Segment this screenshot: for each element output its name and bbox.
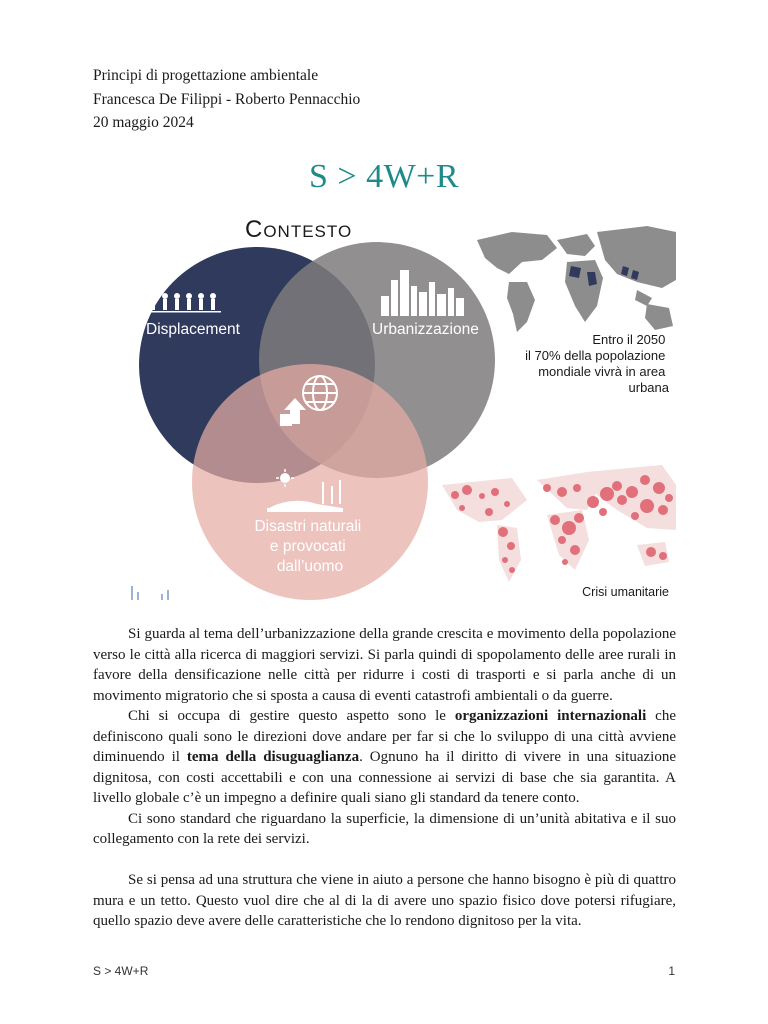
date: 20 maggio 2024	[93, 114, 194, 131]
crisis-map	[442, 465, 676, 582]
course-title: Principi di progettazione ambientale	[93, 67, 319, 84]
urban-stat-line-2: il 70% della popolazione	[525, 348, 666, 363]
paragraph-2-text-e: . Ognuno ha il diritto di vivere in una situazione dignitosa, con costi accettabili e con una connessione ai servizi di base che sia garantita. A livello globale c’è un impegno a definire quali siano gli standard da tenere conto.	[93, 749, 676, 806]
emphasis-international-organizations: organizzazioni internazionali	[454, 708, 647, 724]
disasters-label-line-2: e provocati	[269, 538, 346, 555]
body-text	[93, 624, 676, 932]
paragraph-2-text-a: Chi si occupa di gestire questo aspetto sono le	[128, 708, 455, 724]
world-map-top	[477, 226, 676, 332]
paragraph-1: Si guarda al tema dell’urbanizzazione della grande crescita e movimento della popolazione verso le città alla ricerca di maggiori servizi. Si parla quindi di spopolamento delle aree rurali in favore della densificazione nelle città per ridurre i costi di trasporti e si parla anche di un movimento migratorio che si sposta a causa di eventi catastrofi ambientali o da guerre.	[93, 626, 676, 704]
paragraph-3: Ci sono standard che riguardano la superficie, la dimensione di un’unità abitativa e il suo collegamento con la rete dei servizi.	[93, 810, 676, 847]
context-infographic	[117, 210, 676, 600]
crisis-caption: Crisi umanitarie	[582, 585, 669, 599]
displacement-label: Displacement	[146, 321, 240, 338]
authors: Francesca De Filippi - Roberto Pennacchio	[93, 90, 361, 108]
infographic-svg	[117, 210, 676, 600]
emphasis-inequality: tema della disuguaglianza	[186, 749, 360, 765]
disasters-label-line-1: Disastri naturali	[254, 518, 362, 535]
footer-label: S > 4W+R	[93, 964, 149, 978]
mini-bars-decoration	[131, 586, 169, 600]
page-number: 1	[668, 964, 675, 978]
urban-stat-line-4: urbana	[628, 380, 669, 395]
urban-stat-line-1: Entro il 2050	[592, 332, 666, 347]
urban-stat-caption	[525, 332, 670, 395]
paragraph-2	[93, 706, 676, 809]
paragraph-4: Se si pensa ad una struttura che viene in aiuto a persone che hanno bisogno è più di quattro mura e un tetto. Questo vuol dire che al di la di avere uno spazio fisico dove potersi rifugiare, quello spazio deve avere delle caratteristiche che lo rendono dignitoso per la vita.	[93, 872, 676, 929]
urbanization-label: Urbanizzazione	[372, 321, 479, 338]
page-title: S > 4W+R	[308, 158, 460, 195]
paragraph-2-text-c: che definiscono quali sono le direzioni dove andare per far si che lo sviluppo di una città avviene diminuendo il	[93, 708, 676, 765]
urban-stat-line-3: mondiale vivrà in area	[538, 364, 666, 379]
context-heading: Contesto	[245, 216, 353, 243]
page-footer	[93, 964, 675, 978]
document-header	[93, 64, 360, 135]
disasters-label-line-3: dall’uomo	[276, 558, 344, 575]
